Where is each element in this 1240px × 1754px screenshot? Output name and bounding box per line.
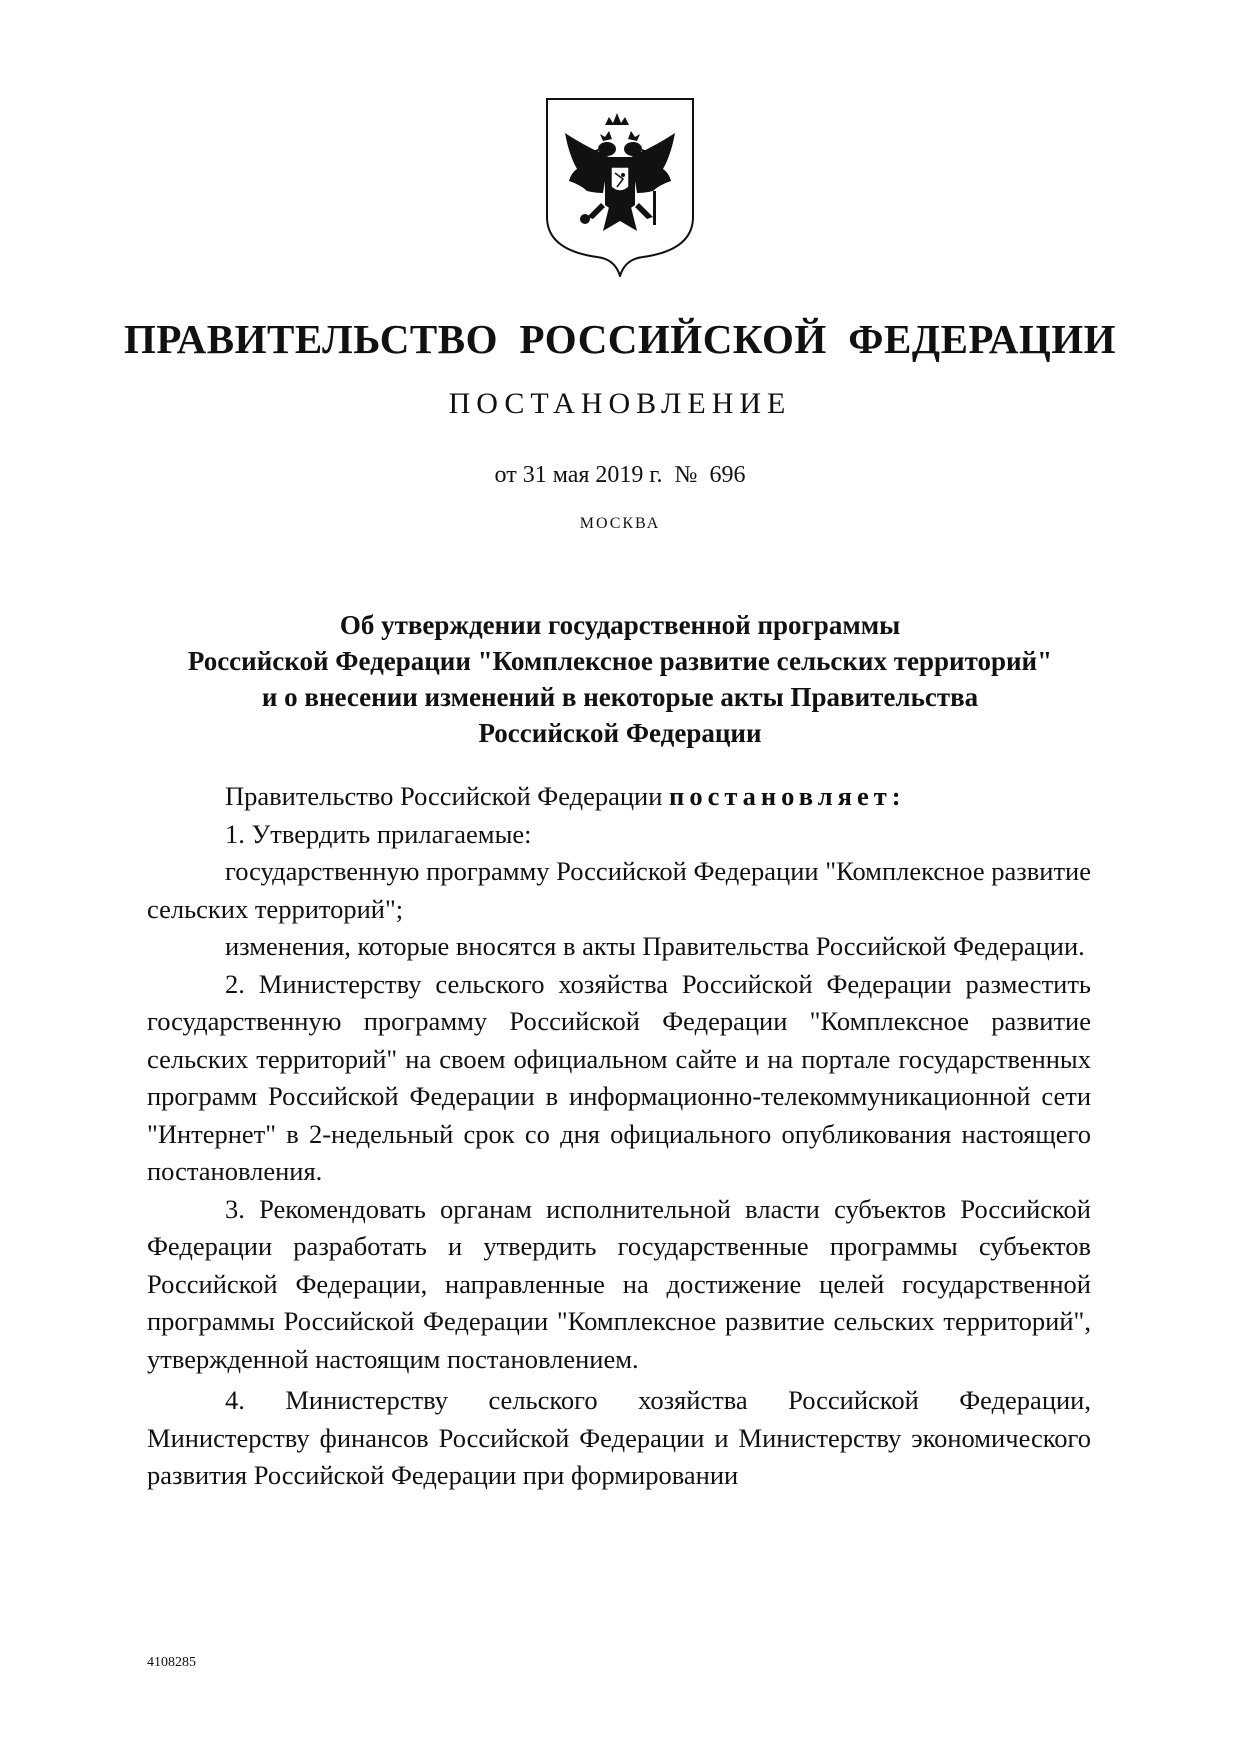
intro-paragraph [147, 778, 1091, 816]
heading-line: Российской Федерации [478, 718, 762, 748]
document-type: ПОСТАНОВЛЕНИЕ [448, 387, 792, 420]
government-title: ПРАВИТЕЛЬСТВО РОССИЙСКОЙ ФЕДЕРАЦИИ [123, 316, 1116, 362]
paragraph-4: 4. Министерству сельского хозяйства Российской Федерации, Министерству финансов Российской Федерации и Министерству экономического развития Российской Федерации при формировании [147, 1385, 1091, 1490]
paragraph-1: 1. Утвердить прилагаемые: [225, 818, 532, 849]
document-date-number: от 31 мая 2019 г. № 696 [494, 462, 746, 488]
paragraph-3: 3. Рекомендовать органам исполнительной власти субъектов Российской Федерации разработать и утвердить государственные программы субъектов Российской Федерации, направленные на достижение целей государственной программы Российской Федерации "Комплексное развитие сельских территорий", утвержденной настоящим постановлением. [147, 1193, 1091, 1374]
document-city: МОСКВА [579, 515, 661, 532]
heading-line: Российской Федерации "Комплексное развитие сельских территорий" [187, 646, 1053, 676]
intro-verb: постановляет: [669, 781, 906, 811]
document-body [147, 778, 1091, 1495]
heading-line: Об утверждении государственной программы [339, 610, 901, 640]
coat-of-arms-emblem [543, 95, 697, 277]
intro-text: Правительство Российской Федерации [225, 781, 663, 811]
document-code: 4108285 [147, 1655, 196, 1670]
document-heading [130, 607, 1110, 751]
paragraph-1a: государственную программу Российской Федерации "Комплексное развитие сельских территорий"; [147, 856, 1091, 924]
paragraph-2: 2. Министерству сельского хозяйства Российской Федерации разместить государственную программу Российской Федерации "Комплексное развитие сельских территорий" на своем официальном сайте и на портале государственных программ Российской Федерации в информационно-телекоммуникационной сети "Интернет" в 2-недельный срок со дня официального опубликования настоящего постановления. [147, 968, 1091, 1186]
paragraph-1b: изменения, которые вносятся в акты Правительства Российской Федерации. [225, 931, 1085, 961]
heading-line: и о внесении изменений в некоторые акты Правительства [261, 682, 979, 712]
